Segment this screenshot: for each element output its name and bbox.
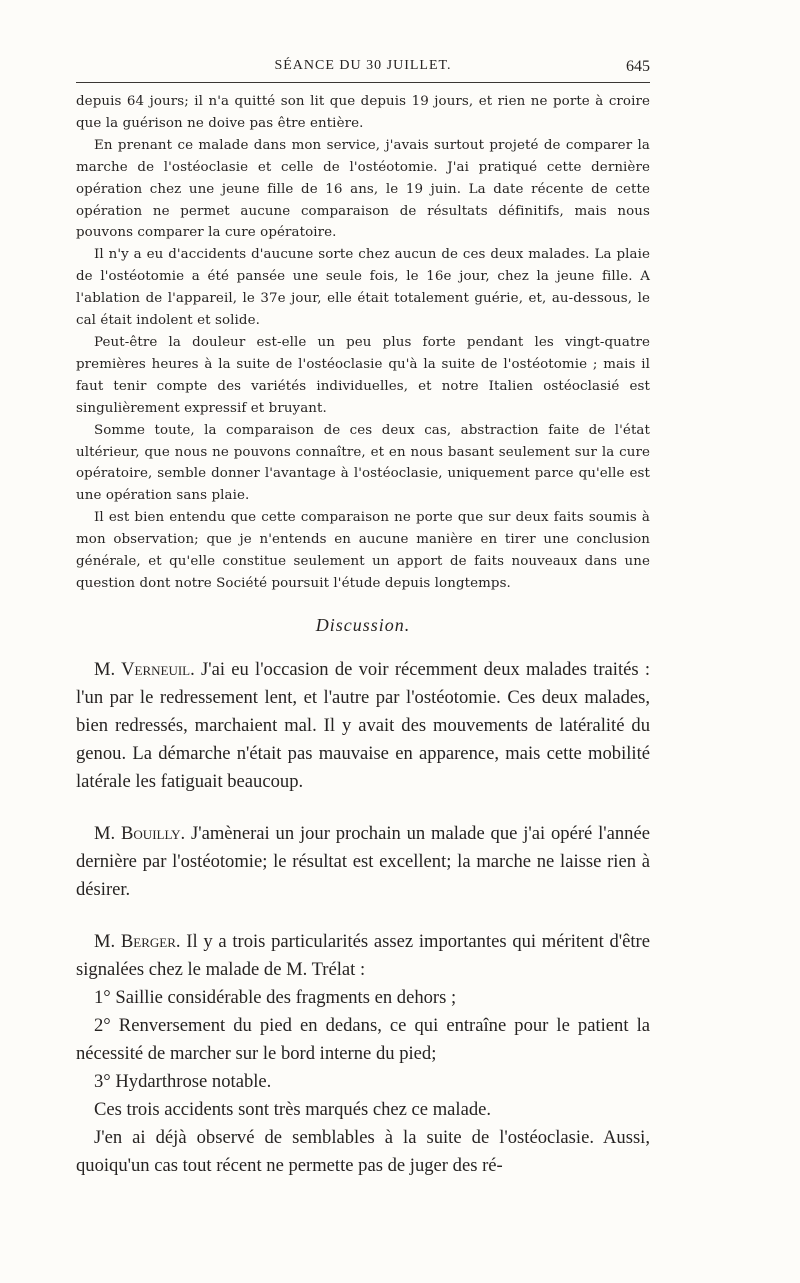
paragraph: depuis 64 jours; il n'a quitté son lit que depuis 19 jours, et rien ne porte à croire que la guérison ne doive pas être entière.	[76, 94, 650, 131]
section-heading: Discussion.	[315, 614, 411, 635]
header-rule	[76, 82, 650, 83]
paragraph: Peut-être la douleur est-elle un peu plus forte pendant les vingt-quatre premières heures à la suite de l'ostéoclasie qu'à la suite de l'ostéotomie ; mais il faut tenir compte des variétés individuelles, et notre Italien ostéoclasié est singulièrement expressif et bruyant.	[76, 334, 650, 416]
paragraph: J'en ai déjà observé de semblables à la suite de l'ostéoclasie. Aussi, quoiqu'un cas tout récent ne permette pas de juger des ré-	[76, 1126, 650, 1176]
running-title: SÉANCE DU 30 JUILLET.	[274, 58, 452, 73]
remark-text: J'ai eu l'occasion de voir récemment deux malades traités : l'un par le redressement lent, et l'autre par l'ostéotomie. Ces deux malades, bien redressés, marchaient mal. Il y avait des mouvements de latéralité du genou. La démarche n'était pas mauvaise en apparence, mais cette mobilité latérale les fatiguait beaucoup.	[76, 658, 651, 792]
paragraph: Il est bien entendu que cette comparaison ne porte que sur deux faits soumis à mon observation; que je n'entends en aucune manière en tirer une conclusion générale, et qu'elle constitue seulement un apport de faits nouveaux dans une question dont notre Société poursuit l'étude depuis longtemps.	[76, 510, 650, 591]
verneuil-remark	[76, 656, 650, 796]
list-item: 3° Hydarthrose notable.	[94, 1070, 272, 1092]
paragraph: Ces trois accidents sont très marqués chez ce malade.	[94, 1098, 492, 1120]
page	[76, 56, 650, 1180]
running-header	[76, 56, 650, 82]
bouilly-remark	[76, 820, 650, 904]
page-number: 645	[626, 58, 650, 75]
paragraph: Somme toute, la comparaison de ces deux cas, abstraction faite de l'état ultérieur, que nous ne pouvons connaître, et en nous basant seulement sur la cure opératoire, semble donner l'avantage à l'ostéoclasie, uniquement parce qu'elle est une opération sans plaie.	[76, 422, 650, 504]
speaker-name: M. Berger.	[94, 930, 181, 952]
speaker-name: M. Bouilly.	[94, 822, 186, 844]
berger-remark	[76, 928, 650, 984]
list-item: 2° Renversement du pied en dedans, ce qui entraîne pour le patient la nécessité de marcher sur le bord interne du pied;	[76, 1014, 650, 1064]
remark-text: J'amènerai un jour prochain un malade que j'ai opéré l'année dernière par l'ostéotomie; le résultat est excellent; la marche ne laisse rien à désirer.	[76, 822, 650, 900]
paragraph: Il n'y a eu d'accidents d'aucune sorte chez aucun de ces deux malades. La plaie de l'ostéotomie a été pansée une seule fois, le 16e jour, chez la jeune fille. A l'ablation de l'appareil, le 37e jour, elle était totalement guérie, et, au-dessous, le cal était indolent et solide.	[76, 247, 650, 329]
remark-text: Il y a trois particularités assez importantes qui méritent d'être signalées chez le malade de M. Trélat :	[76, 930, 650, 980]
body-text	[76, 91, 650, 595]
discussion	[76, 656, 650, 1180]
list-item: 1° Saillie considérable des fragments en dehors ;	[94, 986, 457, 1008]
speaker-name: M. Verneuil.	[94, 658, 195, 680]
paragraph: En prenant ce malade dans mon service, j'avais surtout projeté de comparer la marche de l'ostéoclasie et celle de l'ostéotomie. J'ai pratiqué cette dernière opération chez une jeune fille de 16 ans, le 19 juin. La date récente de cette opération ne permet aucune comparaison de résultats définitifs, mais nous pouvons comparer la cure opératoire.	[76, 137, 650, 241]
